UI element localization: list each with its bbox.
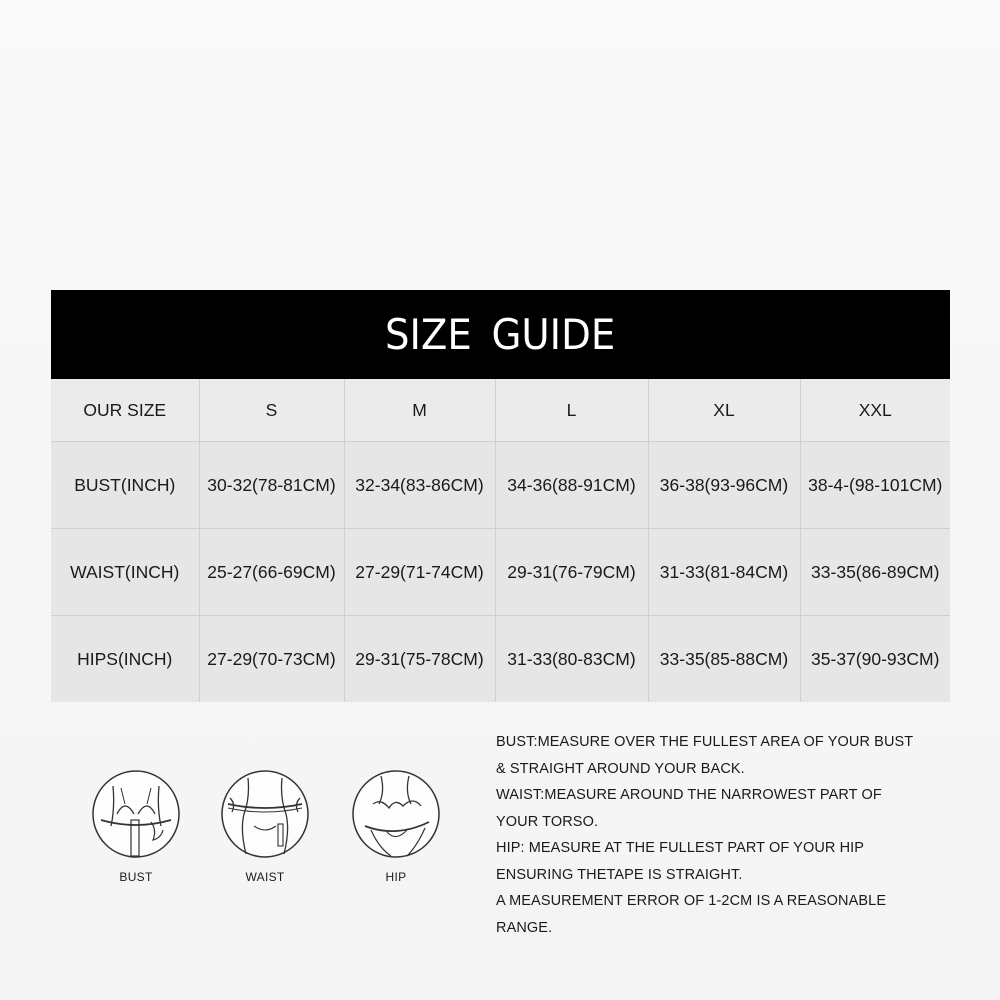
table-row-waist [51,529,950,616]
note-line: HIP: MEASURE AT THE FULLEST PART OF YOUR HIP [496,840,865,856]
table-cell: 32-34(83-86CM) [344,442,495,529]
table-cell: 27-29(71-74CM) [344,529,495,616]
table-row-bust [51,442,950,529]
waist-figure [220,768,310,884]
hip-figure [351,768,441,884]
page-title: SIZE GUIDE [385,310,616,359]
waist-measure-icon [220,768,310,860]
table-header-row [51,379,950,442]
header-cell: S [199,379,344,442]
note-line: ENSURING THETAPE IS STRAIGHT. [496,866,743,883]
note-line: RANGE. [496,919,553,936]
table-cell: 27-29(70-73CM) [199,616,344,703]
row-label: BUST(INCH) [51,442,199,529]
table-cell: 36-38(93-96CM) [648,442,800,529]
table-cell: 31-33(81-84CM) [648,529,800,616]
table-cell: 31-33(80-83CM) [495,616,648,703]
note-line: WAIST:MEASURE AROUND THE NARROWEST PART OF [496,787,882,803]
size-table [51,379,950,702]
figure-caption: HIP [385,870,407,884]
table-cell: 33-35(86-89CM) [800,529,950,616]
table-cell: 25-27(66-69CM) [199,529,344,616]
table-cell: 30-32(78-81CM) [199,442,344,529]
figure-caption: WAIST [245,870,285,884]
note-line: YOUR TORSO. [496,813,599,830]
header-cell: OUR SIZE [51,379,199,442]
figure-caption: BUST [119,870,153,884]
table-row-hips [51,616,950,703]
table-cell: 29-31(76-79CM) [495,529,648,616]
table-cell: 38-4-(98-101CM) [800,442,950,529]
note-line: A MEASUREMENT ERROR OF 1-2CM IS A REASONABLE [496,893,887,909]
table-cell: 35-37(90-93CM) [800,616,950,703]
header-cell: XL [648,379,800,442]
header-cell: L [495,379,648,442]
measurement-notes [496,729,966,941]
row-label: WAIST(INCH) [51,529,199,616]
note-line: & STRAIGHT AROUND YOUR BACK. [496,760,745,777]
bust-measure-icon [91,768,181,860]
note-line: BUST:MEASURE OVER THE FULLEST AREA OF YOUR BUST [496,734,914,750]
header-cell: M [344,379,495,442]
header-cell: XXL [800,379,950,442]
table-cell: 33-35(85-88CM) [648,616,800,703]
hip-measure-icon [351,768,441,860]
table-cell: 29-31(75-78CM) [344,616,495,703]
row-label: HIPS(INCH) [51,616,199,703]
title-banner [51,290,950,379]
bust-figure [91,768,181,884]
table-cell: 34-36(88-91CM) [495,442,648,529]
